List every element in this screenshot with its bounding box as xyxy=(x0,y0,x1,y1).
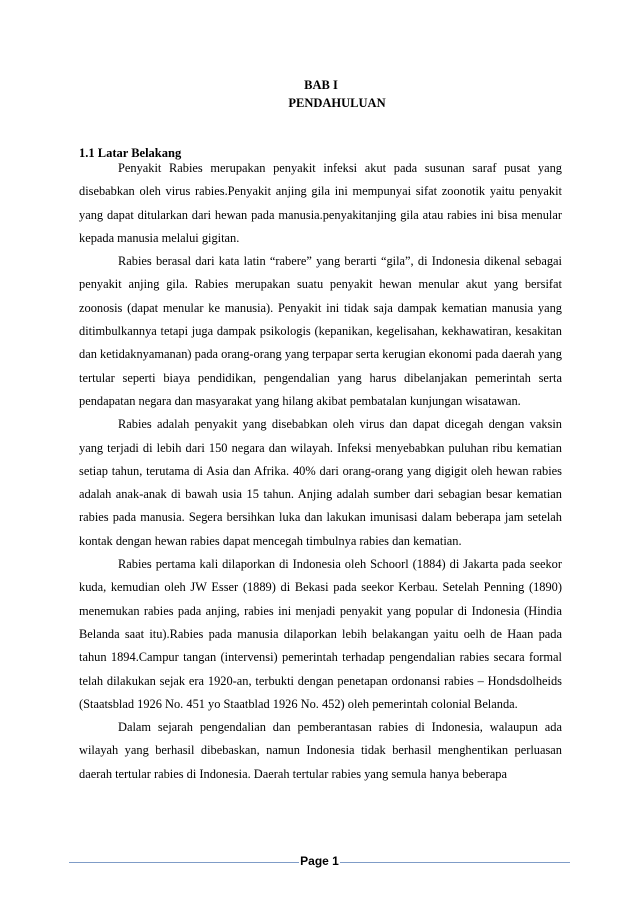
paragraph: Rabies pertama kali dilaporkan di Indonesia oleh Schoorl (1884) di Jakarta pada seekor kuda, kemudian oleh JW Esser (1889) di Bekasi pada seekor Kerbau. Setelah Penning (1890) menemukan rabies pada anjing, rabies ini menjadi penyakit yang popular di Indonesia (Hindia Belanda saat itu).Rabies pada manusia dilaporkan lebih belakangan yaitu oelh de Haan pada tahun 1894.Campur tangan (intervensi) pemerintah terhadap pengendalian rabies secara formal telah dilakukan sejak era 1920-an, terbukti dengan penetapan ordonansi rabies – Hondsdolheids (Staatsblad 1926 No. 451 yo Staatblad 1926 No. 452) oleh pemerintah colonial Belanda. xyxy=(79,557,562,711)
footer-rule-right xyxy=(340,862,570,863)
paragraph: Rabies berasal dari kata latin “rabere” yang berarti “gila”, di Indonesia dikenal sebagai penyakit anjing gila. Rabies merupakan suatu penyakit hewan menular akut yang bersifat zoonosis (dapat menular ke manusia). Penyakit ini tidak saja dampak kematian manusia yang ditimbulkannya tetapi juga dampak psikologis (kepanikan, kegelisahan, kekhawatiran, kesakitan dan ketidaknyamanan) pada orang-orang yang terpapar serta kerugian ekonomi pada daerah yang tertular seperti biaya pendidikan, pengendalian yang harus dibelanjakan pemerintah serta pendapatan negara dan masyarakat yang hilang akibat pembatalan kunjungan wisatawan. xyxy=(79,254,562,408)
footer-rule-left xyxy=(69,862,299,863)
paragraph: Dalam sejarah pengendalian dan pemberantasan rabies di Indonesia, walaupun ada wilayah yang berhasil dibebaskan, namun Indonesia tidak berhasil menghentikan perluasan daerah tertular rabies di Indonesia. Daerah tertular rabies yang semula hanya beberapa xyxy=(79,720,562,781)
chapter-heading: BAB I xyxy=(304,78,338,92)
body-text xyxy=(79,157,562,786)
page-number: Page 1 xyxy=(300,854,339,868)
section-title: 1.1 Latar Belakang xyxy=(79,146,182,160)
paragraph: Penyakit Rabies merupakan penyakit infeksi akut pada susunan saraf pusat yang disebabkan oleh virus rabies.Penyakit anjing gila ini mempunyai sifat zoonotik yaitu penyakit yang dapat ditularkan dari hewan pada manusia.penyakitanjing gila atau rabies ini bisa menular kepada manusia melalui gigitan. xyxy=(79,161,562,245)
chapter-title: PENDAHULUAN xyxy=(288,96,386,110)
paragraph: Rabies adalah penyakit yang disebabkan oleh virus dan dapat dicegah dengan vaksin yang terjadi di lebih dari 150 negara dan wilayah. Infeksi menyebabkan puluhan ribu kematian setiap tahun, terutama di Asia dan Afrika. 40% dari orang-orang yang digigit oleh hewan rabies adalah anak-anak di bawah usia 15 tahun. Anjing adalah sumber dari sebagian besar kematian rabies pada manusia. Segera bersihkan luka dan lakukan imunisasi dalam beberapa jam setelah kontak dengan hewan rabies dapat mencegah timbulnya rabies dan kematian. xyxy=(79,417,562,548)
